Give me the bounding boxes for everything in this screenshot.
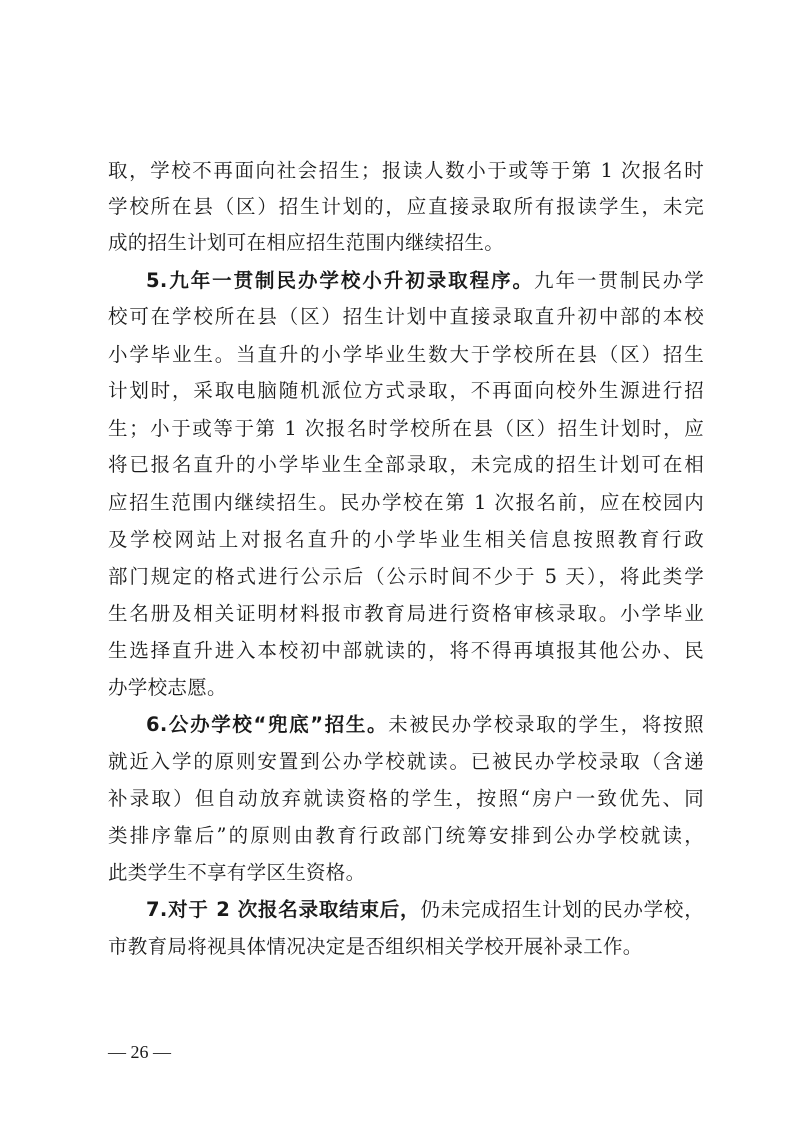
text-line: 补录取）但自动放弃就读资格的学生，按照“房户一致优先、同 xyxy=(108,787,704,810)
paragraph-6-first-line xyxy=(146,712,704,738)
text-line: 市教育局将视具体情况决定是否组织相关学校开展补录工作。 xyxy=(108,935,643,958)
text-line: 类排序靠后”的原则由教育行政部门统筹安排到公办学校就读， xyxy=(108,824,704,847)
text-line: 生选择直升进入本校初中部就读的，将不得再填报其他公办、民 xyxy=(108,639,704,662)
text-line: 校可在学校所在县（区）招生计划中直接录取直升初中部的本校 xyxy=(108,305,704,328)
paragraph-6-heading: 6.公办学校“兜底”招生。 xyxy=(146,713,389,736)
paragraph-5-first-line xyxy=(146,268,704,294)
paragraph-7-heading: 7.对于 2 次报名录取结束后， xyxy=(146,898,421,921)
paragraph-7-first-line xyxy=(146,897,704,923)
text-line: 此类学生不享有学区生资格。 xyxy=(108,861,366,884)
paragraph-5-heading: 5.九年一贯制民办学校小升初录取程序。 xyxy=(146,269,534,292)
text-line: 部门规定的格式进行公示后（公示时间不少于 5 天），将此类学 xyxy=(108,565,704,588)
text-line: 将已报名直升的小学毕业生全部录取，未完成的招生计划可在相 xyxy=(108,453,704,476)
text-line: 生名册及相关证明材料报市教育局进行资格审核录取。小学毕业 xyxy=(108,602,704,625)
text-line: 计划时，采取电脑随机派位方式录取，不再面向校外生源进行招 xyxy=(108,379,704,402)
text-line: 仍未完成招生计划的民办学校， xyxy=(420,898,704,921)
text-line: 生；小于或等于第 1 次报名时学校所在县（区）招生计划时，应 xyxy=(108,417,704,440)
text-line: 办学校志愿。 xyxy=(108,676,227,699)
text-line: 取，学校不再面向社会招生；报读人数小于或等于第 1 次报名时 xyxy=(108,159,704,182)
text-line: 九年一贯制民办学 xyxy=(534,269,704,292)
text-line: 及学校网站上对报名直升的小学毕业生相关信息按照教育行政 xyxy=(108,528,704,551)
text-line: 就近入学的原则安置到公办学校就读。已被民办学校录取（含递 xyxy=(108,750,704,773)
page-number: — 26 — xyxy=(108,1042,171,1062)
text-line: 学校所在县（区）招生计划的，应直接录取所有报读学生，未完 xyxy=(108,195,704,218)
text-line: 未被民办学校录取的学生，将按照 xyxy=(388,713,704,736)
text-line: 成的招生计划可在相应招生范围内继续招生。 xyxy=(108,231,505,254)
text-line: 应招生范围内继续招生。民办学校在第 1 次报名前，应在校园内 xyxy=(108,491,704,514)
text-line: 小学毕业生。当直升的小学毕业生数大于学校所在县（区）招生 xyxy=(108,343,704,366)
